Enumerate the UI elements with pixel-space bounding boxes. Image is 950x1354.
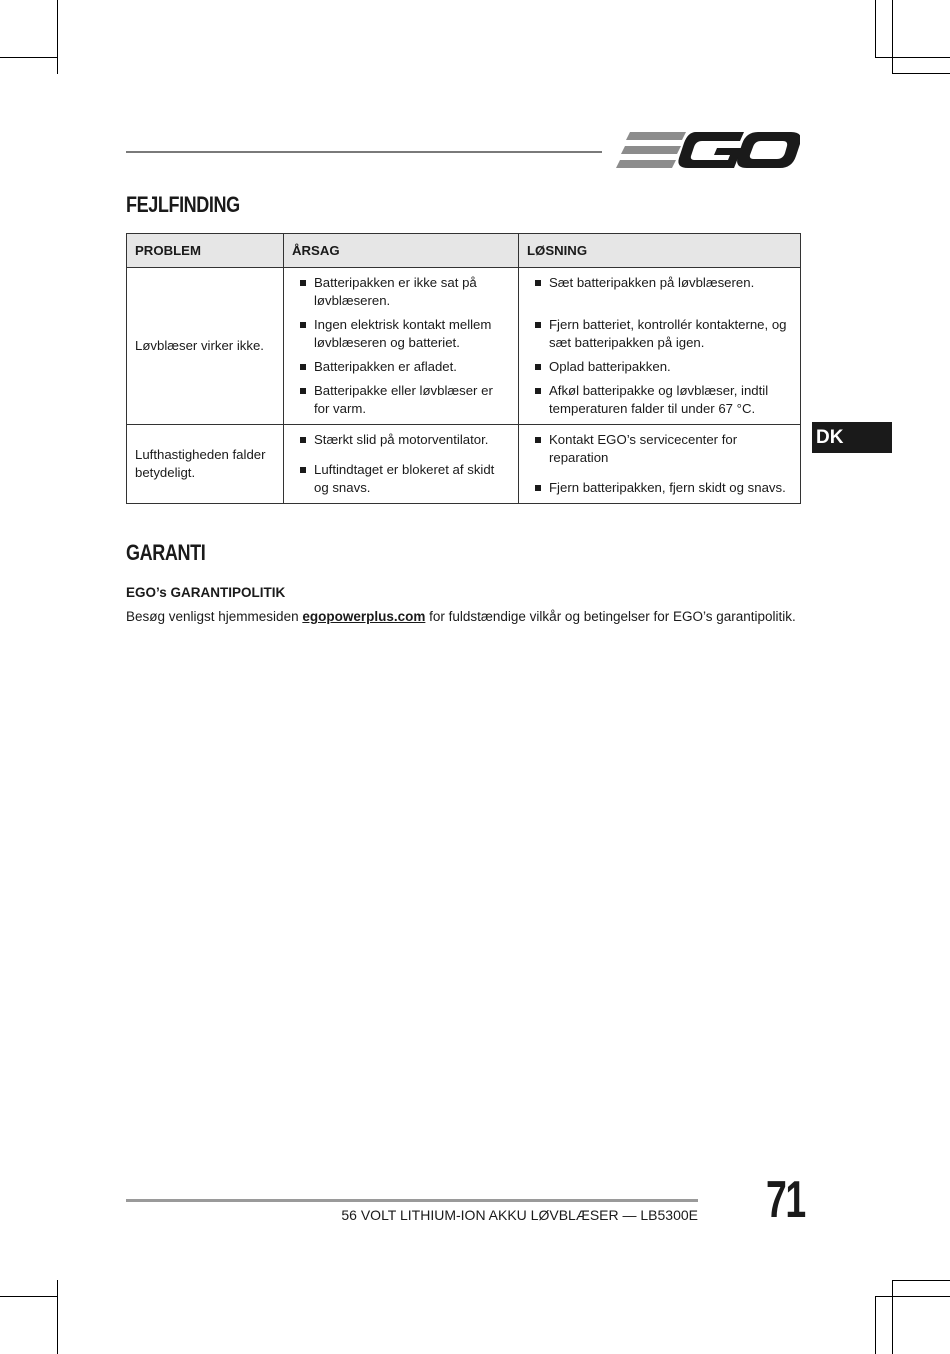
list-item — [527, 316, 792, 352]
list-item — [292, 431, 510, 449]
ego-logo — [616, 128, 800, 174]
cause-cell — [284, 268, 519, 425]
list-item — [292, 316, 510, 352]
list-item — [527, 382, 792, 418]
list-item — [527, 479, 792, 497]
crop-mark — [892, 73, 950, 74]
column-header-solution: LØSNING — [519, 234, 801, 268]
bullet-icon — [300, 364, 306, 370]
solution-text: Kontakt EGO’s servicecenter for reparation — [549, 432, 738, 465]
list-item — [527, 358, 792, 376]
footer-rule — [126, 1199, 698, 1202]
page-number: 71 — [766, 1171, 805, 1229]
list-item — [292, 274, 510, 310]
troubleshooting-table — [126, 233, 801, 504]
solution-text: Sæt batteripakken på løvblæseren. — [549, 275, 755, 290]
crop-mark — [892, 1280, 893, 1354]
cause-text: Ingen elektrisk kontakt mellem løvblæseren og batteriet. — [314, 317, 492, 350]
problem-cell: Løvblæser virker ikke. — [127, 268, 284, 425]
bullet-icon — [535, 388, 541, 394]
bullet-icon — [300, 437, 306, 443]
list-item — [292, 461, 510, 497]
crop-mark — [57, 1280, 58, 1354]
crop-mark — [875, 1296, 876, 1354]
cause-cell — [284, 425, 519, 504]
list-item — [292, 382, 510, 418]
warranty-text-after: for fuldstændige vilkår og betingelser for EGO’s garantipolitik. — [425, 609, 796, 624]
solution-text: Fjern batteriet, kontrollér kontakterne, og sæt batteripakken på igen. — [549, 317, 787, 350]
section-title-warranty: GARANTI — [126, 540, 206, 565]
crop-mark — [875, 1296, 950, 1297]
bullet-icon — [535, 322, 541, 328]
solution-cell — [519, 268, 801, 425]
problem-cell: Lufthastigheden falder betydeligt. — [127, 425, 284, 504]
bullet-icon — [535, 364, 541, 370]
bullet-icon — [535, 280, 541, 286]
bullet-icon — [535, 485, 541, 491]
bullet-icon — [300, 280, 306, 286]
crop-mark — [0, 1296, 58, 1297]
crop-mark — [892, 1280, 950, 1281]
section-title-troubleshooting: FEJLFINDING — [126, 192, 240, 217]
cause-text: Batteripakken er ikke sat på løvblæseren. — [314, 275, 477, 308]
footer-product-line: 56 VOLT LITHIUM-ION AKKU LØVBLÆSER — LB5300E — [341, 1207, 698, 1223]
list-item — [292, 358, 510, 376]
bullet-icon — [300, 322, 306, 328]
bullet-icon — [535, 437, 541, 443]
column-header-cause: ÅRSAG — [284, 234, 519, 268]
bullet-icon — [300, 388, 306, 394]
solution-text: Oplad batteripakken. — [549, 359, 671, 374]
language-tab: DK — [812, 422, 892, 453]
cause-text: Batteripakken er afladet. — [314, 359, 457, 374]
solution-cell — [519, 425, 801, 504]
solution-text: Fjern batteripakken, fjern skidt og snavs. — [549, 480, 786, 495]
crop-mark — [875, 57, 950, 58]
crop-mark — [57, 0, 58, 74]
bullet-icon — [300, 467, 306, 473]
table-header-row — [127, 234, 801, 268]
column-header-problem: PROBLEM — [127, 234, 284, 268]
table-row — [127, 268, 801, 425]
cause-text: Luftindtaget er blokeret af skidt og snavs. — [314, 462, 495, 495]
crop-mark — [892, 0, 893, 74]
table-row — [127, 425, 801, 504]
crop-mark — [875, 0, 876, 58]
solution-text: Afkøl batteripakke og løvblæser, indtil temperaturen falder til under 67 °C. — [549, 383, 769, 416]
header-rule — [126, 151, 602, 153]
cause-text: Stærkt slid på motorventilator. — [314, 432, 489, 447]
warranty-subheading: EGO’s GARANTIPOLITIK — [126, 585, 286, 600]
cause-text: Batteripakke eller løvblæser er for varm. — [314, 383, 493, 416]
list-item — [527, 274, 792, 292]
list-item — [527, 431, 792, 467]
crop-mark — [0, 57, 58, 58]
warranty-paragraph — [126, 609, 796, 624]
warranty-link[interactable]: egopowerplus.com — [302, 609, 426, 624]
warranty-text-before: Besøg venligst hjemmesiden — [126, 609, 303, 624]
